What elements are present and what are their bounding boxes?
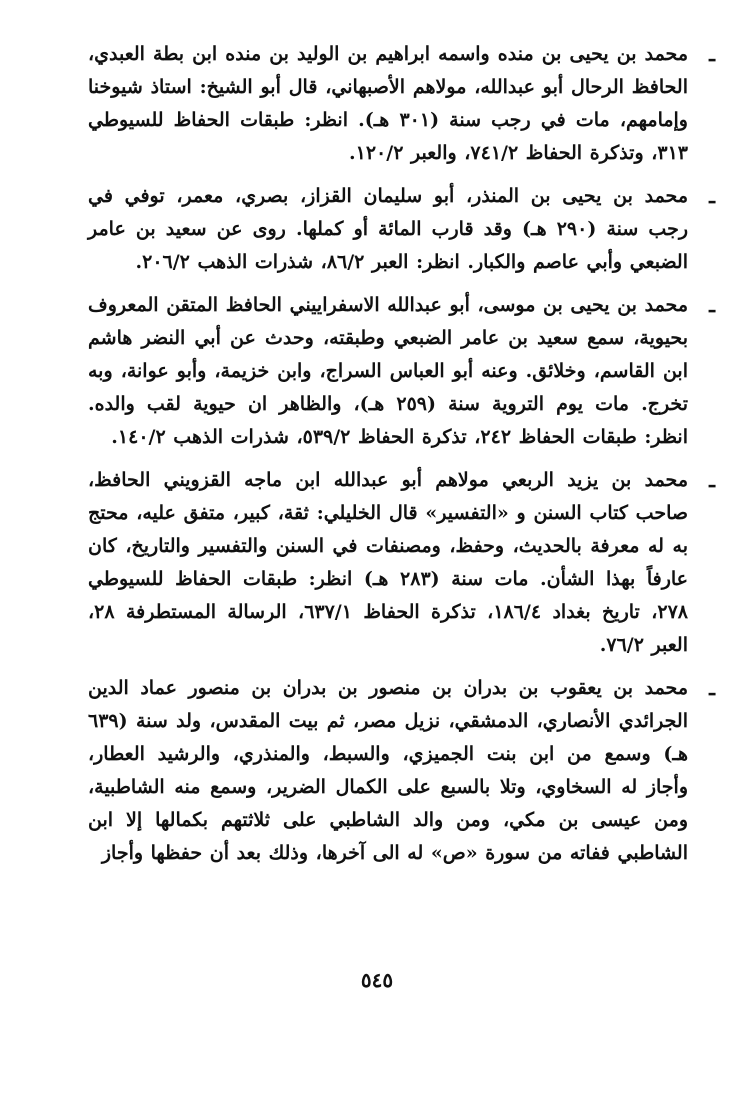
- entry-text: محمد بن يزيد الربعي مولاهم أبو عبدالله ابن ماجه القزويني الحافظ، صاحب كتاب السنن و «التفسير» قال الخليلي: ثقة، كبير، متفق عليه، محتج به له معرفة بالحديث، وحفظ، ومصنفات في السنن والتفسير والتاريخ، كان عارفاً بهذا الشأن. مات سنة (٢٨٣ هـ) انظر: طبقات الحفاظ للسيوطي ٢٧٨، تاريخ بغداد ١٨٦/٤، تذكرة الحفاظ ٦٣٧/١، الرسالة المستطرفة ٢٨، العبر ٧٦/٢.: [88, 469, 688, 656]
- entry-imad-al-din: [88, 672, 715, 870]
- entry-text: محمد بن يحيى بن المنذر، أبو سليمان القزاز، بصري، معمر، توفي في رجب سنة (٢٩٠ هـ) وقد قارب المائة أو كملها. روى عن سعيد بن عامر الضبعي وأبي عاصم والكبار. انظر: العبر ٨٦/٢، شذرات الذهب ٢٠٦/٢.: [88, 185, 688, 273]
- entry-al-qazzaz: [88, 180, 715, 279]
- entry-text: محمد بن يحيى بن منده واسمه ابراهيم بن الوليد بن منده ابن بطة العبدي، الحافظ الرحال أبو عبدالله، مولاهم الأصبهاني، قال أبو الشيخ: استاذ شيوخنا وإمامهم، مات في رجب سنة (٣٠١ هـ). انظر: طبقات الحفاظ للسيوطي ٣١٣، وتذكرة الحفاظ ٧٤١/٢، والعبر ١٢٠/٢.: [88, 43, 688, 164]
- biography-entries: [88, 38, 715, 880]
- page-number: ٥٤٥: [360, 968, 394, 992]
- entry-dash: ـ: [709, 184, 715, 208]
- entry-dash: ـ: [709, 676, 715, 700]
- entry-dash: ـ: [709, 42, 715, 66]
- entry-text: محمد بن يحيى بن موسى، أبو عبدالله الاسفراييني الحافظ المتقن المعروف بحيوية، سمع سعيد بن عامر الضبعي وطبقته، وحدث عن أبي النضر هاشم ابن القاسم، وخلائق. وعنه أبو العباس السراج، وابن خزيمة، وأبو عوانة، وبه تخرج. مات يوم التروية سنة (٢٥٩ هـ)، والظاهر ان حيوية لقب والده. انظر: طبقات الحفاظ ٢٤٢، تذكرة الحفاظ ٥٣٩/٢، شذرات الذهب ١٤٠/٢.: [88, 294, 688, 448]
- entry-dash: ـ: [709, 293, 715, 317]
- entry-al-isfarayini: [88, 289, 715, 454]
- entry-text: محمد بن يعقوب بن بدران بن منصور بن بدران بن منصور عماد الدين الجرائدي الأنصاري، الدمشقي، نزيل مصر، ثم بيت المقدس، ولد سنة (٦٣٩ هـ) وسمع من ابن بنت الجميزي، والسبط، والمنذري، والرشيد العطار، وأجاز له السخاوي، وتلا بالسبع على الكمال الضرير، وسمع منه الشاطبية، ومن عيسى بن مكي، ومن والد الشاطبي على ثلاثتهم بكمالها إلا ابن الشاطبي ففاته من سورة «ص» له الى آخرها، وذلك بعد أن حفظها وأجاز: [88, 677, 688, 864]
- entry-ibn-manda: [88, 38, 715, 170]
- entry-dash: ـ: [709, 468, 715, 492]
- entry-ibn-majah: [88, 464, 715, 662]
